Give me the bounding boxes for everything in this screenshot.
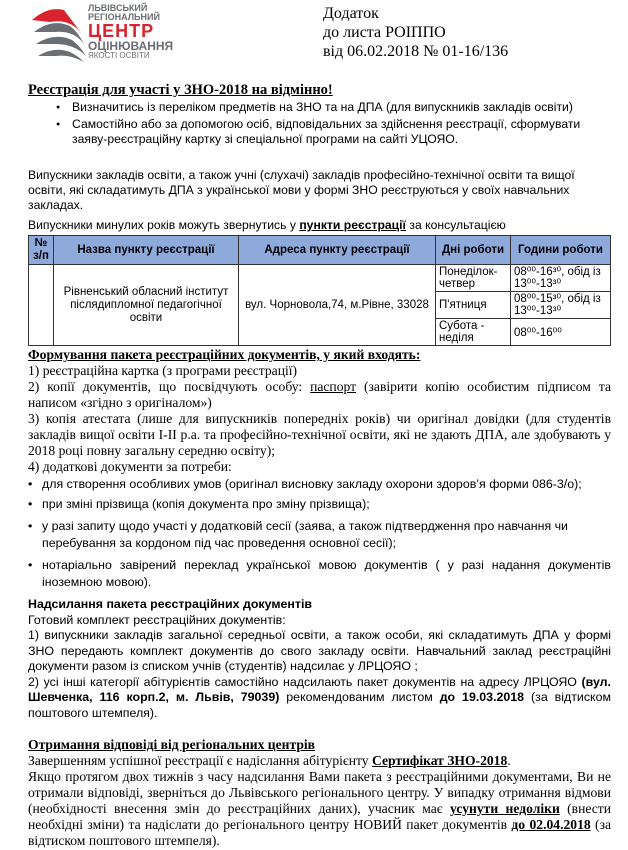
list-item: ● Визначитись із переліком предметів на ЗНО та на ДПА (для випускників закладів освіти) (28, 100, 603, 115)
reply-p2-suffix: (за відтиском поштового штемпеля). (28, 817, 611, 848)
list-item (28, 557, 611, 591)
list-item-text: при зміні прізвища (копія документа про зміну прізвища); (42, 497, 370, 511)
sending-section (28, 597, 611, 721)
logo (30, 4, 230, 64)
reply-heading: Отримання відповіді від регіональних центрів (28, 737, 316, 752)
list-item (28, 518, 611, 552)
passport-text: паспорт (310, 379, 357, 394)
sending-item-2-mid: рекомендованим листом (279, 690, 440, 704)
registration-table (28, 235, 611, 346)
sending-item-1: 1) випускники закладів загальної середньої освіти, а також особи, які складатимуть ДПА у формі ЗНО передають комплект документів до свого закладу освіти. Навчальний заклад реєстраційні документи разом із списком учнів (студентів) надсилає у ЛРЦОЯО ; (28, 628, 611, 673)
table-cell-name: Рівненський обласний інститут післядипломної педагогічної освіти (54, 265, 239, 346)
table-header: № з/п (29, 236, 54, 265)
page-title: Реєстрація для участі у ЗНО-2018 на відмінно! (28, 82, 333, 98)
list-item: ● Самостійно або за допомогою осіб, відповідальних за здійснення реєстрації, сформувати заяву-реєстраційну картку зі спеціальної програми на сайті УЦОЯО. (28, 117, 603, 147)
list-item (28, 496, 611, 513)
bullet-icon: • (28, 519, 33, 533)
documents-section (28, 347, 611, 475)
reply-section (28, 737, 611, 849)
reply-p2-text: Якщо протягом двох тижнів з часу надсилання Вами пакета з реєстраційними документами, Ви не отримали відповіді, зверніться до Львівського регіонального центру. У випадку отримання відмови (необхідності внесення змін до реєстраційних даних), учасник має (28, 769, 611, 816)
graduates-paragraph: Випускники закладів освіти, а також учні (слухачі) закладів професійно-технічної освіти та вищої освіти, які складатимуть ДПА з української мови у формі ЗНО реєструються у своїх навчальних закладах. (28, 168, 575, 212)
reply-p2-mid: (внести необхідні зміни) та надіслати до регіонального центру НОВИЙ пакет документів (28, 801, 611, 832)
table-cell-day: Субота - неділя (436, 319, 511, 346)
steps-list (28, 100, 603, 149)
sending-deadline: до 19.03.2018 (439, 690, 525, 704)
lrcoyao-address: (вул. Шевченка, 116 корп.2, м. Львів, 79039) (28, 674, 611, 704)
table-header: Назва пункту реєстрації (54, 236, 239, 265)
bullet-icon: • (28, 558, 33, 572)
table-cell-day: П'ятниця (436, 292, 511, 319)
additional-docs-list (28, 476, 611, 591)
list-item-text: у разі запиту щодо участі у додатковій сесії (заява, а також підтвердження про навчання чи перебування за кордоном під час проведення основної сесії); (42, 519, 568, 550)
table-cell-hours: 08⁰⁰-16⁰⁰ (511, 319, 611, 346)
addendum-line-3: від 06.02.2018 № 01-16/136 (323, 43, 509, 60)
addendum-block (323, 4, 508, 61)
documents-item-2-suffix: (завірити копію особистим підписом та написом «згідно з оригіналом») (28, 379, 611, 410)
documents-item-2 (28, 379, 611, 411)
list-item-text: для створення особливих умов (оригінал висновку закладу охорони здоров’я форми 086-3/о); (42, 477, 582, 491)
table-header: Дні роботи (436, 236, 511, 265)
past-graduates-paragraph (28, 218, 611, 233)
documents-item-2-text: 2) копії документів, що посвідчують особу: (28, 379, 311, 394)
fix-shortcomings-text: усунути недоліки (450, 801, 560, 816)
list-item-text: нотаріально завірений переклад української мовою документів ( у разі надання документів іноземною мовою). (42, 558, 611, 589)
list-item (28, 476, 611, 493)
reply-paragraph-1 (28, 753, 611, 769)
table-cell-num (29, 265, 54, 346)
table-cell-hours: 08⁰⁰-15³⁰, обід із 13⁰⁰-13³⁰ (511, 292, 611, 319)
table-cell-address: вул. Чорновола,74, м.Рівне, 33028 (239, 265, 436, 346)
reply-p1-text: Завершенням успішної реєстрації є надіслання абітурієнту (28, 753, 372, 768)
certificate-text: Сертифікат ЗНО-2018 (372, 753, 508, 768)
table-cell-day: Понеділок-четвер (436, 265, 511, 292)
logo-line-1: ЛЬВІВСЬКИЙ (88, 3, 148, 13)
sending-item-2-text: 2) усі інші категорії абітурієнтів самостійно надсилають пакет документів на адресу ЛРЦОЯО (28, 674, 582, 689)
bullet-icon: • (28, 497, 33, 511)
table-header: Адреса пункту реєстрації (239, 236, 436, 265)
documents-item-3: 3) копія атестата (лише для випускників попередніх років) чи оригінал довідки (для студентів закладів вищої освіти І-ІІ р.а. та професійно-технічної освіти, які не здають ДПА, але здобувають у 2018 році повну загальну середню освіту); (28, 411, 611, 458)
documents-item-4: 4) додаткові документи за потреби: (28, 459, 232, 474)
reply-deadline: до 02.04.2018 (511, 817, 591, 832)
bullet-icon: • (28, 477, 33, 491)
logo-line-3: ЦЕНТР (88, 21, 155, 41)
logo-swoosh-icon (30, 4, 90, 62)
past-graduates-text: Випускники минулих років можуть звернутись у (28, 218, 300, 232)
sending-item-2 (28, 675, 611, 722)
registration-points-text: пункти реєстрації (299, 218, 406, 232)
table-header: Години роботи (511, 236, 611, 265)
addendum-line-2: до листа РОІППО (323, 24, 446, 41)
reply-p1-end: . (507, 753, 511, 768)
sending-item-2-suffix: (за відтиском поштового штемпеля). (28, 690, 611, 720)
past-graduates-suffix: за консультацією (406, 218, 506, 232)
documents-heading: Формування пакета реєстраційних документів, у який входять: (28, 347, 421, 362)
sending-intro: Готовий комплект реєстраційних документів: (28, 612, 286, 627)
documents-item-1: 1) реєстраційна картка (з програми реєстрації) (28, 363, 298, 378)
reply-paragraph-2 (28, 769, 611, 849)
table-row (29, 265, 611, 292)
table-cell-hours: 08⁰⁰-16³⁰, обід із 13⁰⁰-13³⁰ (511, 265, 611, 292)
sending-heading: Надсилання пакета реєстраційних документів (28, 597, 313, 611)
addendum-line-1: Додаток (323, 5, 379, 22)
logo-line-4: ОЦІНЮВАННЯ (88, 39, 174, 53)
logo-line-5: ЯКОСТІ ОСВІТИ (88, 51, 150, 60)
logo-line-2: РЕГІОНАЛЬНИЙ (88, 12, 160, 22)
